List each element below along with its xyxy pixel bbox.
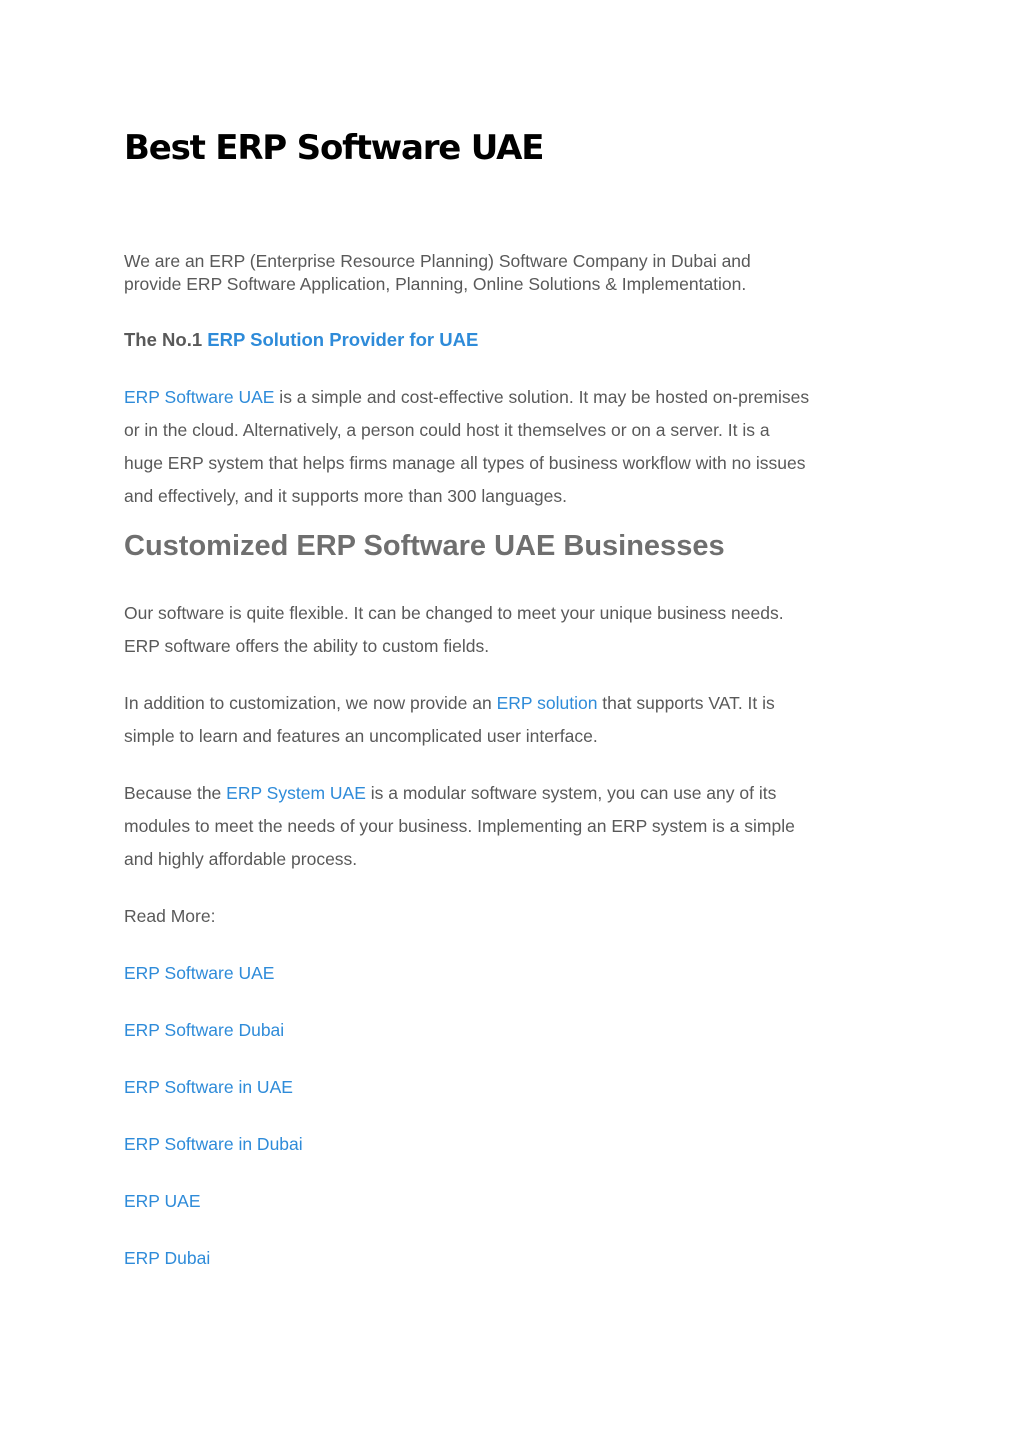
paragraph-line <box>124 777 795 810</box>
paragraph-flexible <box>124 597 784 663</box>
read-more-link-erp-software-in-uae[interactable]: ERP Software in UAE <box>124 1077 293 1097</box>
paragraph-line: ERP software offers the ability to custom fields. <box>124 636 490 656</box>
paragraph-text: that supports VAT. It is <box>597 693 775 713</box>
intro-line: We are an ERP (Enterprise Resource Planning) Software Company in Dubai and <box>124 251 751 271</box>
paragraph-text: Because the <box>124 783 227 803</box>
paragraph-line: Our software is quite flexible. It can be changed to meet your unique business needs. <box>124 603 784 623</box>
paragraph-text: In addition to customization, we now provide an <box>124 693 497 713</box>
page-title: Best ERP Software UAE <box>124 128 544 168</box>
paragraph-customization <box>124 687 775 753</box>
read-more-link-erp-software-in-dubai[interactable]: ERP Software in Dubai <box>124 1134 303 1154</box>
paragraph-line: and effectively, and it supports more than 300 languages. <box>124 486 567 506</box>
intro-paragraph <box>124 250 751 296</box>
tagline <box>124 329 478 351</box>
paragraph-line: huge ERP system that helps firms manage all types of business workflow with no issues <box>124 453 806 473</box>
section-heading: Customized ERP Software UAE Businesses <box>124 530 725 562</box>
paragraph-line <box>124 381 809 414</box>
tagline-prefix: The No.1 <box>124 329 203 350</box>
paragraph-line: modules to meet the needs of your business. Implementing an ERP system is a simple <box>124 816 795 836</box>
erp-software-uae-link[interactable]: ERP Software UAE <box>124 387 275 407</box>
read-more-link-erp-software-uae[interactable]: ERP Software UAE <box>124 963 275 983</box>
read-more-item <box>124 962 274 985</box>
paragraph-line: or in the cloud. Alternatively, a person could host it themselves or on a server. It is a <box>124 420 770 440</box>
erp-solution-provider-link[interactable]: ERP Solution Provider for UAE <box>207 329 479 350</box>
paragraph-text: is a modular software system, you can use any of its <box>365 783 777 803</box>
read-more-item <box>124 1190 201 1213</box>
paragraph-text: is a simple and cost-effective solution. It may be hosted on-premises <box>274 387 810 407</box>
paragraph-line: and highly affordable process. <box>124 849 358 869</box>
paragraph-erp-software-uae <box>124 381 809 513</box>
read-more-item <box>124 1133 303 1156</box>
erp-system-uae-link[interactable]: ERP System UAE <box>226 783 366 803</box>
erp-solution-link[interactable]: ERP solution <box>496 693 598 713</box>
read-more-item <box>124 1247 210 1270</box>
read-more-label: Read More: <box>124 906 216 926</box>
intro-line: provide ERP Software Application, Planning, Online Solutions & Implementation. <box>124 274 747 294</box>
read-more-link-erp-uae[interactable]: ERP UAE <box>124 1191 201 1211</box>
read-more-link-erp-dubai[interactable]: ERP Dubai <box>124 1248 211 1268</box>
read-more-link-erp-software-dubai[interactable]: ERP Software Dubai <box>124 1020 285 1040</box>
paragraph-line: simple to learn and features an uncomplicated user interface. <box>124 726 598 746</box>
read-more-item <box>124 1019 284 1042</box>
paragraph-line <box>124 687 775 720</box>
paragraph-modular <box>124 777 795 876</box>
read-more-item <box>124 1076 293 1099</box>
